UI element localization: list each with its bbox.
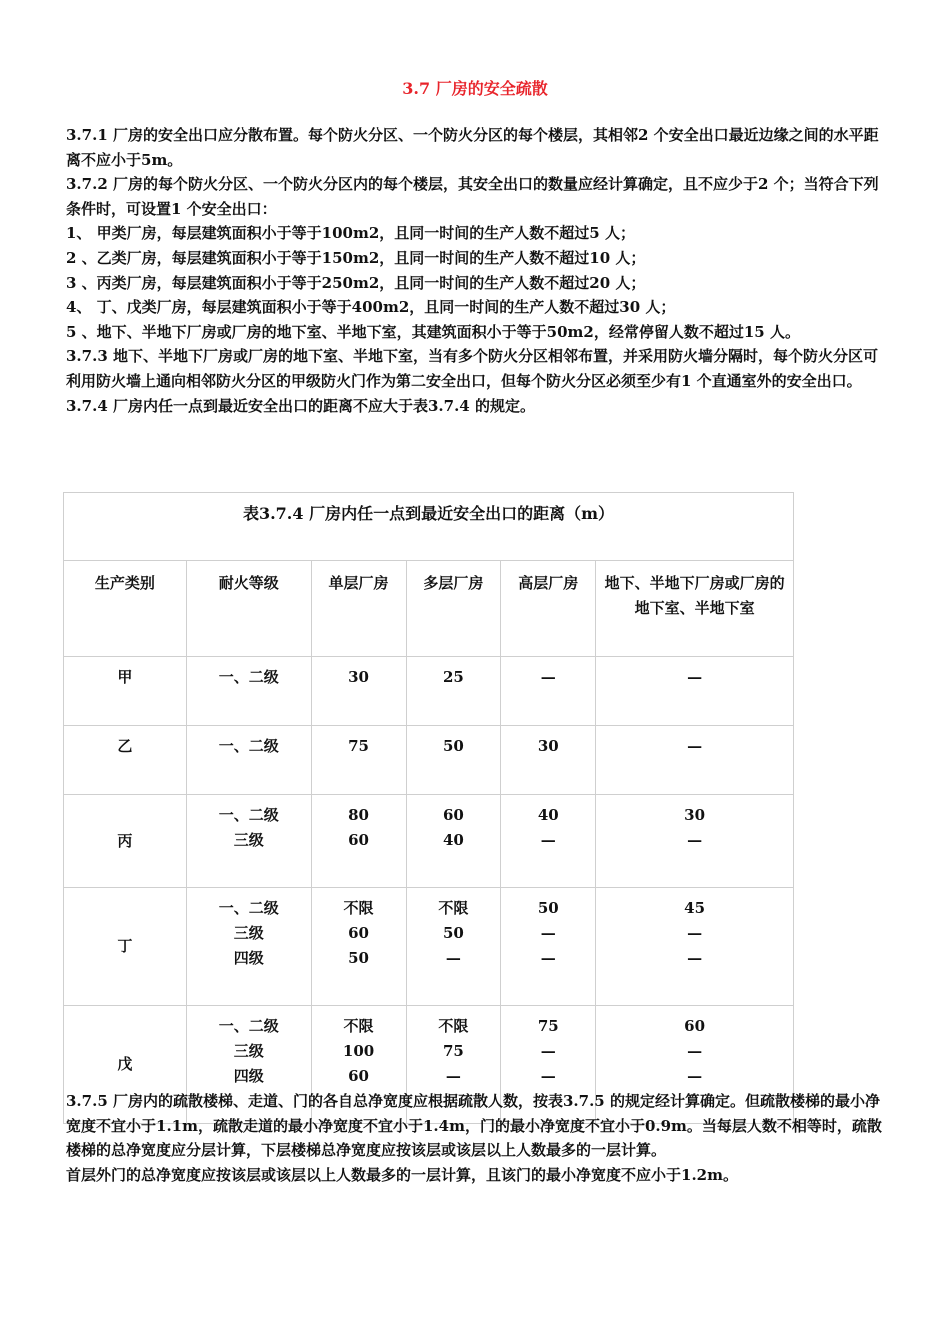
cell-line: 不限 bbox=[343, 899, 374, 917]
cell-line: 三级 bbox=[233, 831, 264, 849]
list-item: 4、 丁、戊类厂房，每层建筑面积小于等于400m2，且同一时间的生产人数不超过30 人； bbox=[66, 298, 676, 317]
header-multi: 多层厂房 bbox=[406, 561, 501, 657]
cell-category: 丁 bbox=[64, 888, 187, 1006]
cell-line: 30 bbox=[537, 737, 559, 755]
cell-high bbox=[501, 726, 596, 795]
cell-multi bbox=[406, 795, 501, 888]
list-item: 1、 甲类厂房，每层建筑面积小于等于100m2，且同一时间的生产人数不超过5 人； bbox=[66, 224, 635, 243]
cell-single bbox=[311, 888, 406, 1006]
cell-line: — bbox=[540, 668, 556, 686]
cell-line: 50 bbox=[537, 899, 559, 917]
cell-line: 一、二级 bbox=[218, 1017, 279, 1035]
header-category: 生产类别 bbox=[64, 561, 187, 657]
cell-line: 30 bbox=[684, 806, 706, 824]
cell-line: 不限 bbox=[343, 1017, 374, 1035]
header-single: 单层厂房 bbox=[311, 561, 406, 657]
cell-line: 40 bbox=[537, 806, 559, 824]
cell-line: 30 bbox=[348, 668, 369, 686]
cell-underground bbox=[596, 726, 794, 795]
cell-line: — bbox=[687, 737, 703, 755]
table-row bbox=[64, 795, 794, 888]
body-text-bottom bbox=[66, 1089, 892, 1187]
cell-line: — bbox=[687, 924, 703, 942]
cell-high bbox=[501, 795, 596, 888]
cell-line: — bbox=[540, 1067, 556, 1085]
cell-line: 四级 bbox=[233, 1067, 264, 1085]
cell-grade bbox=[186, 795, 311, 888]
cell-line: 60 bbox=[348, 1067, 369, 1085]
cell-line: 50 bbox=[442, 737, 464, 755]
table-row bbox=[64, 726, 794, 795]
cell-line: — bbox=[687, 668, 703, 686]
cell-line: 75 bbox=[348, 737, 369, 755]
cell-line: — bbox=[445, 949, 461, 967]
cell-category: 乙 bbox=[64, 726, 187, 795]
cell-high bbox=[501, 657, 596, 726]
paragraph: 3.7.2 厂房的每个防火分区、一个防火分区内的每个楼层，其安全出口的数量应经计算确定，且不应少于2 个；当符合下列条件时，可设置1 个安全出口： bbox=[66, 175, 879, 218]
cell-line: — bbox=[540, 949, 556, 967]
cell-line: 60 bbox=[348, 924, 369, 942]
paragraph: 首层外门的总净宽度应按该层或该层以上人数最多的一层计算，且该门的最小净宽度不应小于1.2m。 bbox=[66, 1165, 738, 1184]
cell-line: 25 bbox=[442, 668, 464, 686]
body-text-top bbox=[66, 123, 892, 418]
cell-line: 60 bbox=[348, 831, 369, 849]
cell-line: — bbox=[445, 1067, 461, 1085]
cell-line: 一、二级 bbox=[218, 737, 279, 755]
list-item: 2 、乙类厂房，每层建筑面积小于等于150m2，且同一时间的生产人数不超过10 人； bbox=[66, 248, 646, 267]
list-item: 5 、地下、半地下厂房或厂房的地下室、半地下室，其建筑面积小于等于50m2，经常停留人数不超过15 人。 bbox=[66, 322, 800, 341]
cell-line: 三级 bbox=[233, 1042, 264, 1060]
cell-single bbox=[311, 657, 406, 726]
header-underground: 地下、半地下厂房或厂房的地下室、半地下室 bbox=[596, 561, 794, 657]
cell-high bbox=[501, 888, 596, 1006]
cell-line: — bbox=[687, 1042, 703, 1060]
cell-multi bbox=[406, 657, 501, 726]
cell-line: 50 bbox=[348, 949, 369, 967]
cell-line: — bbox=[540, 924, 556, 942]
cell-grade bbox=[186, 726, 311, 795]
cell-line: 60 bbox=[684, 1017, 706, 1035]
cell-underground bbox=[596, 657, 794, 726]
cell-category: 甲 bbox=[64, 657, 187, 726]
cell-line: 80 bbox=[348, 806, 369, 824]
cell-line: — bbox=[540, 1042, 556, 1060]
cell-underground bbox=[596, 888, 794, 1006]
cell-line: 不限 bbox=[438, 899, 469, 917]
cell-category: 戊 bbox=[64, 1006, 187, 1124]
paragraph: 3.7.5 厂房内的疏散楼梯、走道、门的各自总净宽度应根据疏散人数，按表3.7.5 的规定经计算确定。但疏散楼梯的最小净宽度不宜小于1.1m，疏散走道的最小净宽度不宜小于1.4m，门的最小净宽度不宜小于0.9m。当每层人数不相等时，疏散楼梯的总净宽度应分层计算，下层楼梯总净宽度应按该层或该层以上人数最多的一层计算。 bbox=[66, 1092, 882, 1160]
cell-line: 75 bbox=[442, 1042, 464, 1060]
cell-category: 丙 bbox=[64, 795, 187, 888]
cell-underground bbox=[596, 795, 794, 888]
cell-line: 45 bbox=[684, 899, 706, 917]
cell-line: — bbox=[687, 949, 703, 967]
cell-line: 60 bbox=[442, 806, 464, 824]
cell-line: — bbox=[687, 831, 703, 849]
cell-line: 一、二级 bbox=[218, 899, 279, 917]
cell-line: 一、二级 bbox=[218, 668, 279, 686]
header-grade: 耐火等级 bbox=[186, 561, 311, 657]
cell-line: — bbox=[687, 1067, 703, 1085]
table-caption: 表3.7.4 厂房内任一点到最近安全出口的距离（m） bbox=[64, 493, 794, 561]
paragraph: 3.7.1 厂房的安全出口应分散布置。每个防火分区、一个防火分区的每个楼层，其相邻2 个安全出口最近边缘之间的水平距离不应小于5m。 bbox=[66, 126, 879, 169]
cell-grade bbox=[186, 888, 311, 1006]
paragraph: 3.7.3 地下、半地下厂房或厂房的地下室、半地下室，当有多个防火分区相邻布置，并采用防火墙分隔时，每个防火分区可利用防火墙上通向相邻防火分区的甲级防火门作为第二安全出口，但每个防火分区必须至少有1 个直通室外的安全出口。 bbox=[66, 347, 878, 390]
cell-line: 40 bbox=[442, 831, 464, 849]
cell-single bbox=[311, 795, 406, 888]
cell-line: 75 bbox=[537, 1017, 559, 1035]
cell-single bbox=[311, 726, 406, 795]
cell-line: 四级 bbox=[233, 949, 264, 967]
cell-multi bbox=[406, 726, 501, 795]
cell-line: — bbox=[540, 831, 556, 849]
cell-line: 一、二级 bbox=[218, 806, 279, 824]
paragraph: 3.7.4 厂房内任一点到最近安全出口的距离不应大于表3.7.4 的规定。 bbox=[66, 396, 535, 415]
distance-table bbox=[63, 492, 794, 1124]
cell-line: 不限 bbox=[438, 1017, 469, 1035]
list-item: 3 、丙类厂房，每层建筑面积小于等于250m2，且同一时间的生产人数不超过20 人； bbox=[66, 273, 646, 292]
cell-line: 三级 bbox=[233, 924, 264, 942]
cell-line: 100 bbox=[342, 1042, 375, 1060]
cell-multi bbox=[406, 888, 501, 1006]
section-title: 3.7 厂房的安全疏散 bbox=[402, 79, 548, 98]
cell-grade bbox=[186, 657, 311, 726]
cell-line: 50 bbox=[442, 924, 464, 942]
header-high: 高层厂房 bbox=[501, 561, 596, 657]
table-row bbox=[64, 657, 794, 726]
table-row bbox=[64, 888, 794, 1006]
